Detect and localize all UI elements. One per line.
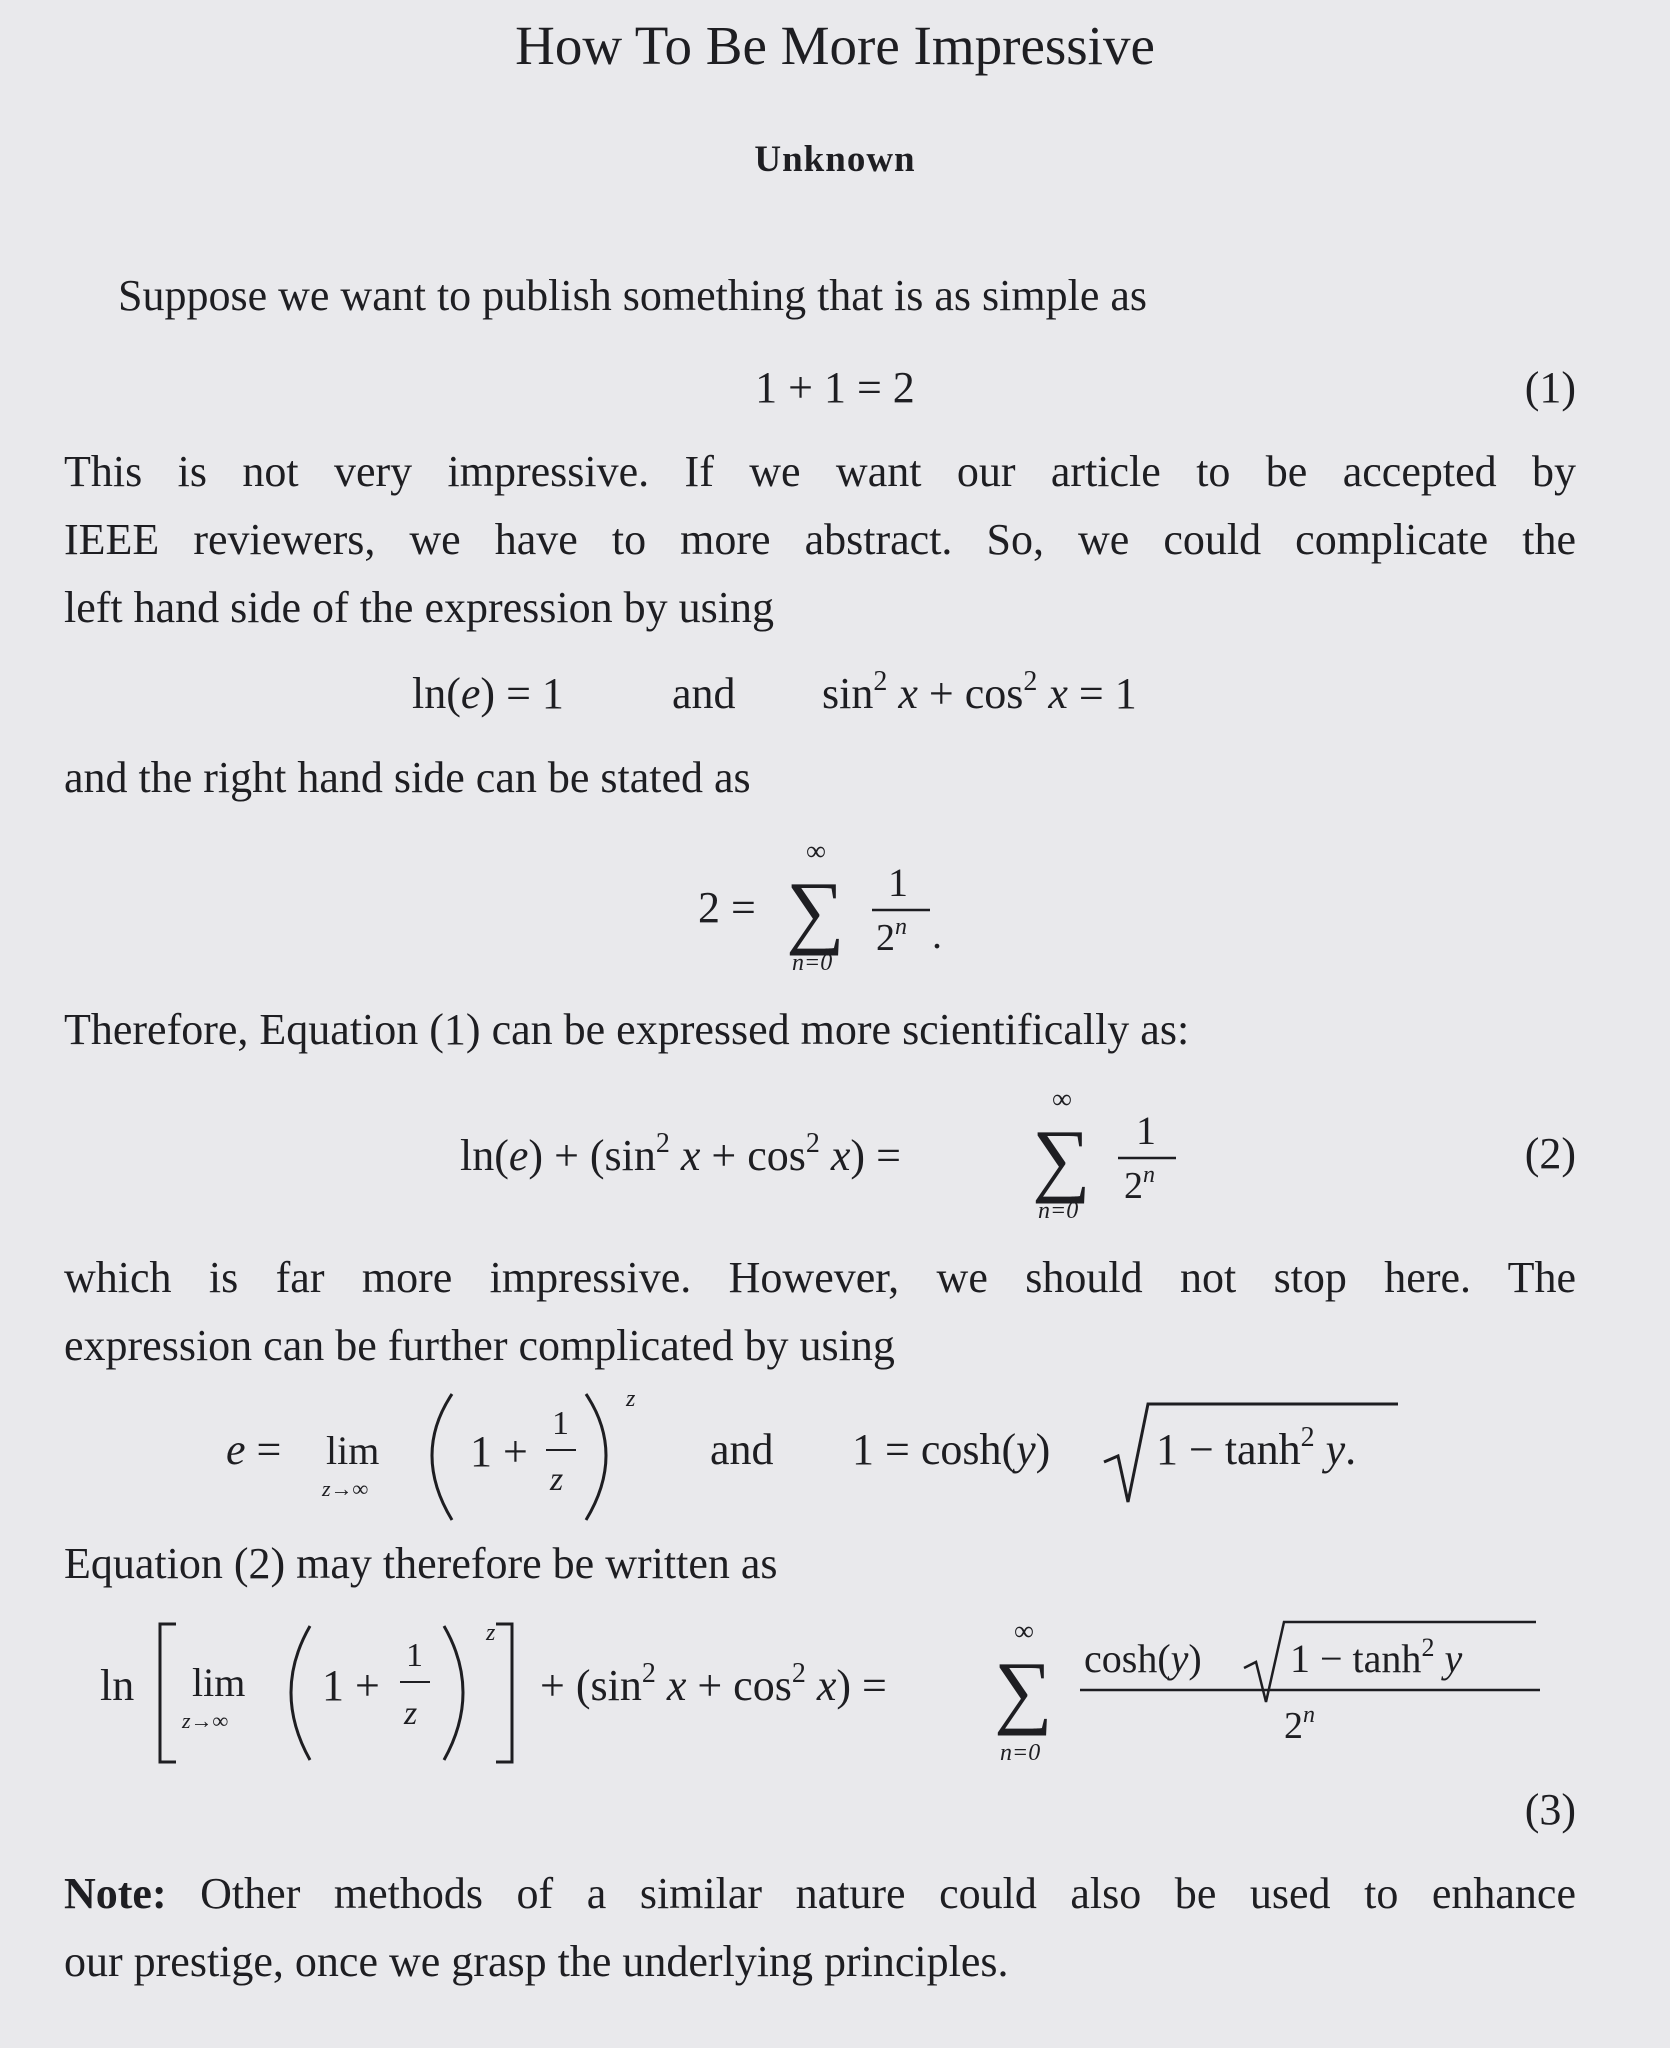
period: . bbox=[932, 912, 942, 957]
equation-sum-two-lhs: 2 = bbox=[698, 883, 756, 932]
equation-e-equals: e = bbox=[226, 1425, 282, 1474]
denominator-3: 2$^n$ bbox=[1284, 1702, 1315, 1747]
exponent-z: z bbox=[626, 1386, 636, 1412]
paragraph-2 bbox=[64, 438, 1576, 642]
sum-symbol-2: ∑ bbox=[1032, 1113, 1091, 1204]
right-paren-3 bbox=[444, 1626, 463, 1760]
sum-lower-limit-2: n=0 bbox=[1038, 1198, 1079, 1224]
note-label: Note: bbox=[64, 1869, 167, 1918]
note-line-1 bbox=[64, 1860, 1576, 1928]
numerator-cosh: cosh(y) bbox=[1084, 1636, 1202, 1681]
left-paren bbox=[432, 1394, 452, 1520]
equation-1-number: (1) bbox=[1524, 363, 1576, 412]
paragraph-6-line: Equation (2) may therefore be written as bbox=[64, 1539, 778, 1588]
lim-subscript: z→∞ bbox=[322, 1476, 369, 1501]
equation-sum-two bbox=[0, 830, 1670, 990]
paragraph-5-line-1: which is far more impressive. However, we should not stop here. The bbox=[64, 1253, 1576, 1302]
document-author: Unknown bbox=[754, 139, 916, 180]
paragraph-5-line-2: expression can be further complicated by using bbox=[64, 1321, 895, 1370]
intro-line: Suppose we want to publish something that is as simple as bbox=[118, 271, 1148, 320]
lim-subscript-3: z→∞ bbox=[182, 1708, 229, 1733]
left-paren-3 bbox=[291, 1626, 310, 1760]
sum-upper-limit-2: ∞ bbox=[1052, 1084, 1072, 1115]
paragraph-3-line: and the right hand side can be stated as bbox=[64, 753, 751, 802]
note-line-1-text: Other methods of a similar nature could also be used to enhance bbox=[166, 1869, 1576, 1918]
fraction-denominator-2: 2$^n$ bbox=[1124, 1162, 1155, 1207]
fraction-numerator-2: 1 bbox=[1136, 1108, 1156, 1153]
equation-1-body: 1 + 1 = 2 bbox=[755, 363, 915, 412]
frac-den-z-3: z bbox=[404, 1695, 418, 1732]
equation-2-lhs: $\ln(e) + (\sin^2$ $x + \cos^2 x$) = bbox=[460, 1128, 901, 1180]
sum-upper-limit: ∞ bbox=[806, 836, 826, 867]
fraction-numerator: 1 bbox=[888, 860, 908, 905]
equation-ln-e: ln(e) = 1 bbox=[412, 669, 564, 718]
intro-paragraph bbox=[118, 262, 1578, 330]
paragraph-2-line-1: This is not very impressive. If we want our article to be accepted by bbox=[64, 447, 1576, 496]
equation-3 bbox=[0, 1610, 1670, 1790]
lim-operator-3: lim bbox=[192, 1660, 246, 1705]
equation-1 bbox=[0, 362, 1670, 413]
one-plus: 1 + bbox=[470, 1427, 528, 1476]
paragraph-6 bbox=[64, 1530, 1576, 1598]
equation-3-middle: + ($\sin^2$ $x + \cos^2 x$) = bbox=[540, 1658, 887, 1710]
frac-den-z: z bbox=[550, 1461, 564, 1498]
frac-num-1: 1 bbox=[552, 1405, 569, 1442]
equation-and-1: and bbox=[672, 669, 736, 718]
exponent-z-3: z bbox=[486, 1620, 496, 1646]
equation-3-number: (3) bbox=[1524, 1785, 1576, 1834]
sum-lower-limit-3: n=0 bbox=[1000, 1740, 1041, 1766]
numerator-sqrt: $1 - \tanh^2 y$ bbox=[1290, 1633, 1463, 1681]
one-plus-3: 1 + bbox=[322, 1661, 380, 1710]
equation-identities bbox=[0, 650, 1670, 740]
equation-sin-cos-identity: $\sin^2 x + \cos^2 x = 1$ bbox=[822, 666, 1137, 718]
sum-symbol-3: ∑ bbox=[994, 1645, 1053, 1736]
paragraph-5 bbox=[64, 1244, 1576, 1380]
paragraph-2-line-3: left hand side of the expression by using bbox=[64, 583, 774, 632]
equation-2-number: (2) bbox=[1524, 1129, 1576, 1178]
sum-symbol: ∑ bbox=[786, 865, 845, 956]
right-bracket bbox=[496, 1624, 512, 1762]
paragraph-3 bbox=[64, 744, 1576, 812]
equation-and-2: and bbox=[710, 1425, 774, 1474]
equation-limit-cosh bbox=[0, 1384, 1670, 1534]
note-line-2: our prestige, once we grasp the underlying principles. bbox=[64, 1937, 1009, 1986]
right-paren bbox=[586, 1394, 606, 1520]
paragraph-4-line: Therefore, Equation (1) can be expressed more scientifically as: bbox=[64, 1005, 1190, 1054]
left-bracket bbox=[160, 1624, 176, 1762]
lim-operator: lim bbox=[326, 1428, 380, 1473]
document-title: How To Be More Impressive bbox=[515, 15, 1155, 76]
paragraph-4 bbox=[64, 996, 1576, 1064]
frac-num-3: 1 bbox=[406, 1637, 423, 1674]
equation-cosh: 1 = cosh(y) bbox=[852, 1425, 1051, 1474]
note-paragraph bbox=[64, 1860, 1576, 1996]
fraction-denominator: 2$^n$ bbox=[876, 914, 907, 959]
equation-2 bbox=[0, 1080, 1670, 1240]
sum-upper-limit-3: ∞ bbox=[1014, 1616, 1034, 1647]
ln-operator: ln bbox=[100, 1661, 135, 1710]
paragraph-2-line-2: IEEE reviewers, we have to more abstract. So, we could complicate the bbox=[64, 515, 1576, 564]
sqrt-content: $1 - \tanh^2 y$. bbox=[1156, 1422, 1357, 1474]
sum-lower-limit: n=0 bbox=[792, 950, 833, 976]
